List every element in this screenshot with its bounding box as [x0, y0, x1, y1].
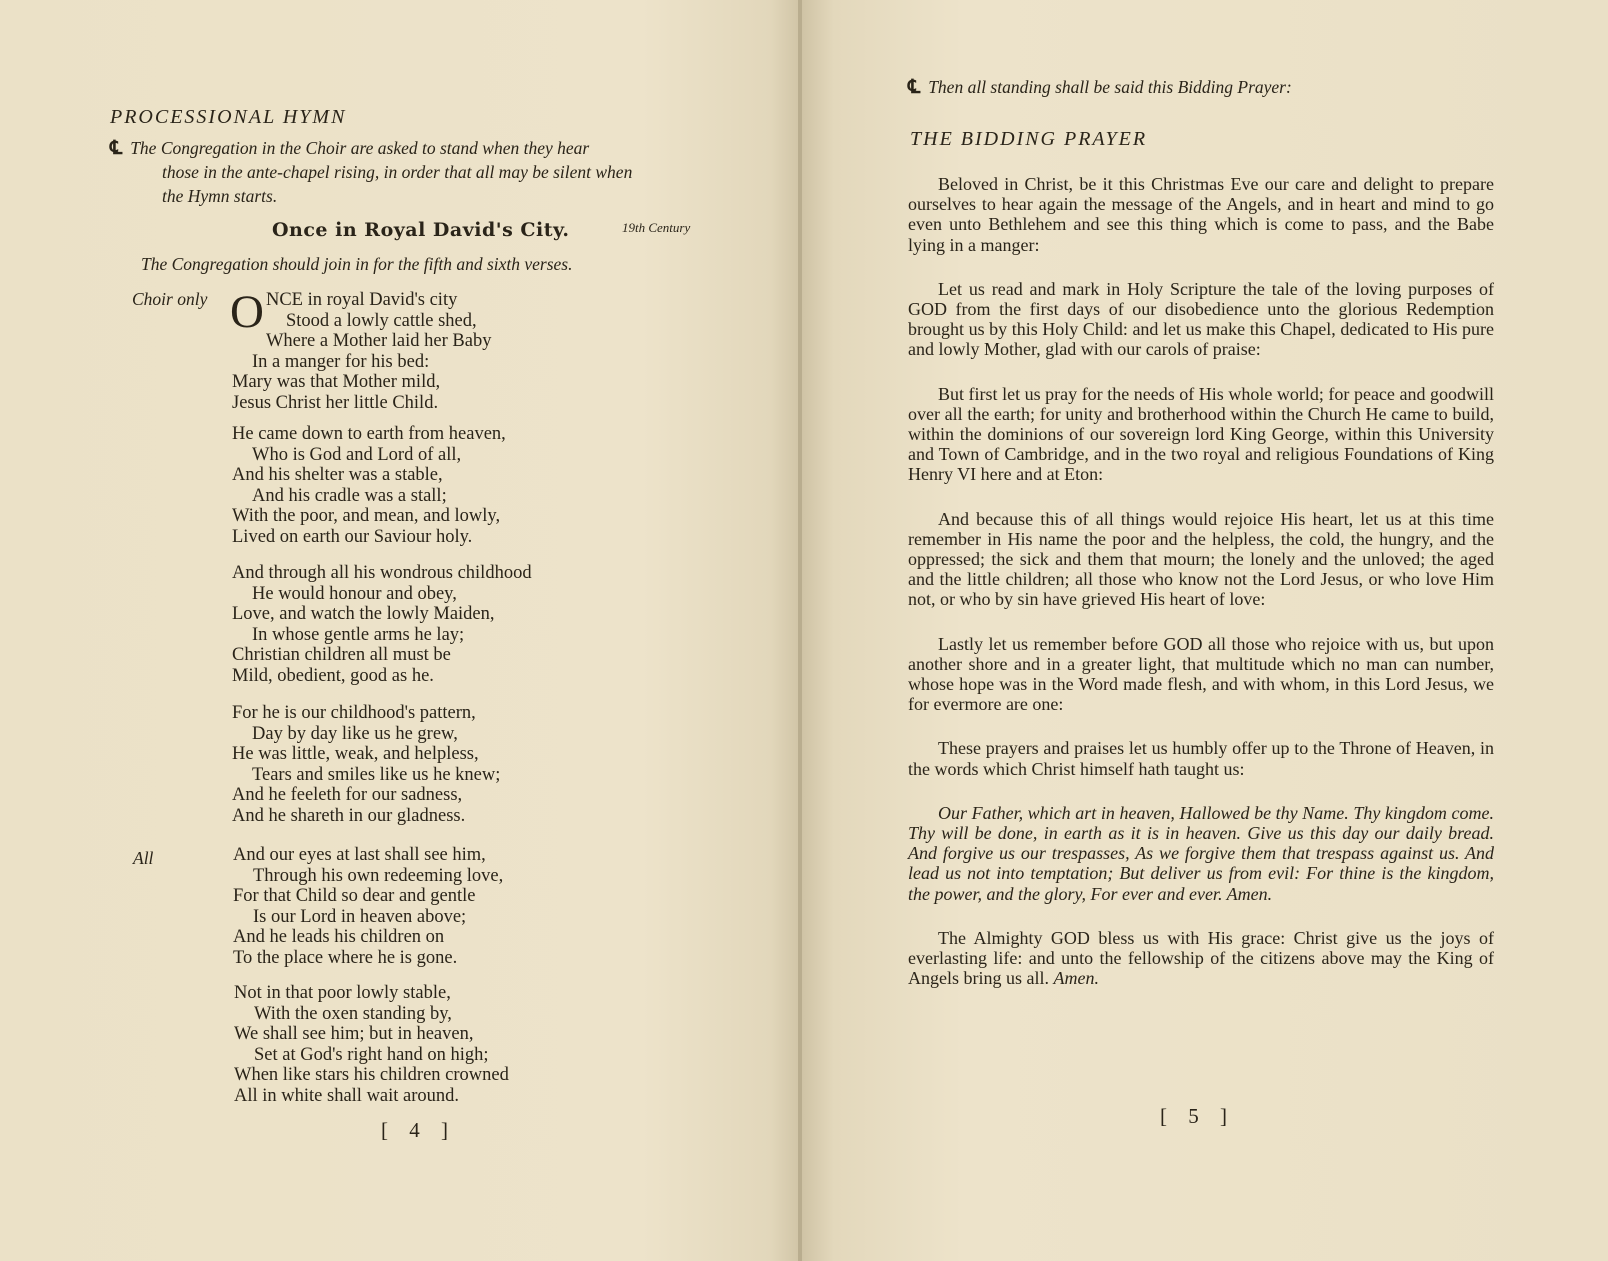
- paragraph-6: These prayers and praises let us humbly offer up to the Throne of Heaven, in the words which Christ himself hath taught us:: [908, 738, 1494, 779]
- hymn-date: 19th Century: [622, 220, 691, 235]
- processional-hymn-heading: PROCESSIONAL HYMN: [110, 106, 347, 128]
- hymn-title: Once in Royal David's City.: [272, 219, 570, 241]
- label-choir-only: Choir only: [132, 289, 208, 309]
- lords-prayer: Our Father, which art in heaven, Hallowed be thy Name. Thy kingdom come. Thy will be done, in earth as it is in heaven. Give us this day our daily bread. And forgive us our trespasses, As we forgive them that trespass against us. And lead us not into temptation; But deliver us from evil: For thine is the kingdom, the power, and the glory, For ever and ever. Amen.: [908, 802, 1494, 904]
- verse-3: And through all his wondrous childhood He would honour and obey, Love, and watch the lowly Maiden, In whose gentle arms he lay; Christian children all must be Mild, obedient, good as he.: [232, 563, 532, 686]
- bidding-rubric: ℄ Then all standing shall be said this Bidding Prayer:: [908, 76, 1292, 98]
- dropcap: O: [230, 286, 264, 338]
- right-page: [802, 0, 1608, 1261]
- paragraph-2: Let us read and mark in Holy Scripture the tale of the loving purposes of GOD from the first days of our disobedience unto the glorious Redemption brought us by this Holy Child: and let us make this Chapel, dedicated to His pure and lowly Mother, glad with our carols of praise:: [908, 278, 1494, 360]
- verse-6: Not in that poor lowly stable, With the oxen standing by, We shall see him; but in heaven, Set at God's right hand on high; When like stars his children crowned All in white shall wait around.: [234, 983, 509, 1106]
- rubric-mark-icon: ℄: [110, 137, 123, 159]
- verse-5: And our eyes at last shall see him, Through his own redeeming love, For that Child so dear and gentle Is our Lord in heaven above; And he leads his children on To the place where he is gone.: [233, 845, 504, 968]
- bidding-prayer-heading: THE BIDDING PRAYER: [910, 128, 1148, 150]
- page-number-5: [ 5 ]: [1160, 1104, 1235, 1128]
- processional-rubric: ℄ The Congregation in the Choir are asked to stand when they hear those in the ante-chapel rising, in order that all may be silent when the Hymn starts.: [110, 137, 633, 206]
- page-number-4: [ 4 ]: [381, 1118, 456, 1142]
- paragraph-4: And because this of all things would rejoice His heart, let us at this time remember in His name the poor and the helpless, the cold, the hungry, and the oppressed; the sick and them that mourn; the lonely and the unloved; the aged and the little children; all those who know not the Lord Jesus, or who love Him not, or who by sin have grieved His heart of love:: [908, 508, 1494, 610]
- left-page: [0, 0, 802, 1261]
- paragraph-blessing: The Almighty GOD bless us with His grace: Christ give us the joys of everlasting life: and unto the fellowship of the citizens above may the King of Angels bring us all. Amen.: [908, 927, 1494, 989]
- amen: Amen.: [1053, 968, 1099, 989]
- label-all: All: [133, 848, 154, 868]
- paragraph-3: But first let us pray for the needs of His whole world; for peace and goodwill over all the earth; for unity and brotherhood within the Church He came to build, within the dominions of our sovereign lord King George, within this University and Town of Cambridge, and in the two royal and religious Foundations of King Henry VI here and at Eton:: [908, 383, 1494, 485]
- verse-4: For he is our childhood's pattern, Day by day like us he grew, He was little, weak, and helpless, Tears and smiles like us he knew; And he feeleth for our sadness, And he shareth in our gladness.: [232, 703, 501, 826]
- paragraph-1: Beloved in Christ, be it this Christmas Eve our care and delight to prepare ourselves to hear again the message of the Angels, and in heart and mind to go even unto Bethlehem and see this thing which is come to pass, and the Babe lying in a manger:: [908, 174, 1494, 255]
- congregation-note: The Congregation should join in for the fifth and sixth verses.: [141, 254, 573, 274]
- rubric-mark-icon: ℄: [908, 76, 921, 98]
- paragraph-5: Lastly let us remember before GOD all those who rejoice with us, but upon another shore and in a greater light, that multitude which no man can number, whose hope was in the Word made flesh, and with whom, in this Lord Jesus, we for evermore are one:: [908, 633, 1494, 715]
- verse-2: He came down to earth from heaven, Who is God and Lord of all, And his shelter was a stable, And his cradle was a stall; With the poor, and mean, and lowly, Lived on earth our Saviour holy.: [232, 424, 506, 547]
- verse-1: ONCE in royal David's city Stood a lowly cattle shed, Where a Mother laid her Baby In a manger for his bed: Mary was that Mother mild, Jesus Christ her little Child.: [230, 286, 492, 413]
- bidding-prayer-text: [908, 174, 1494, 989]
